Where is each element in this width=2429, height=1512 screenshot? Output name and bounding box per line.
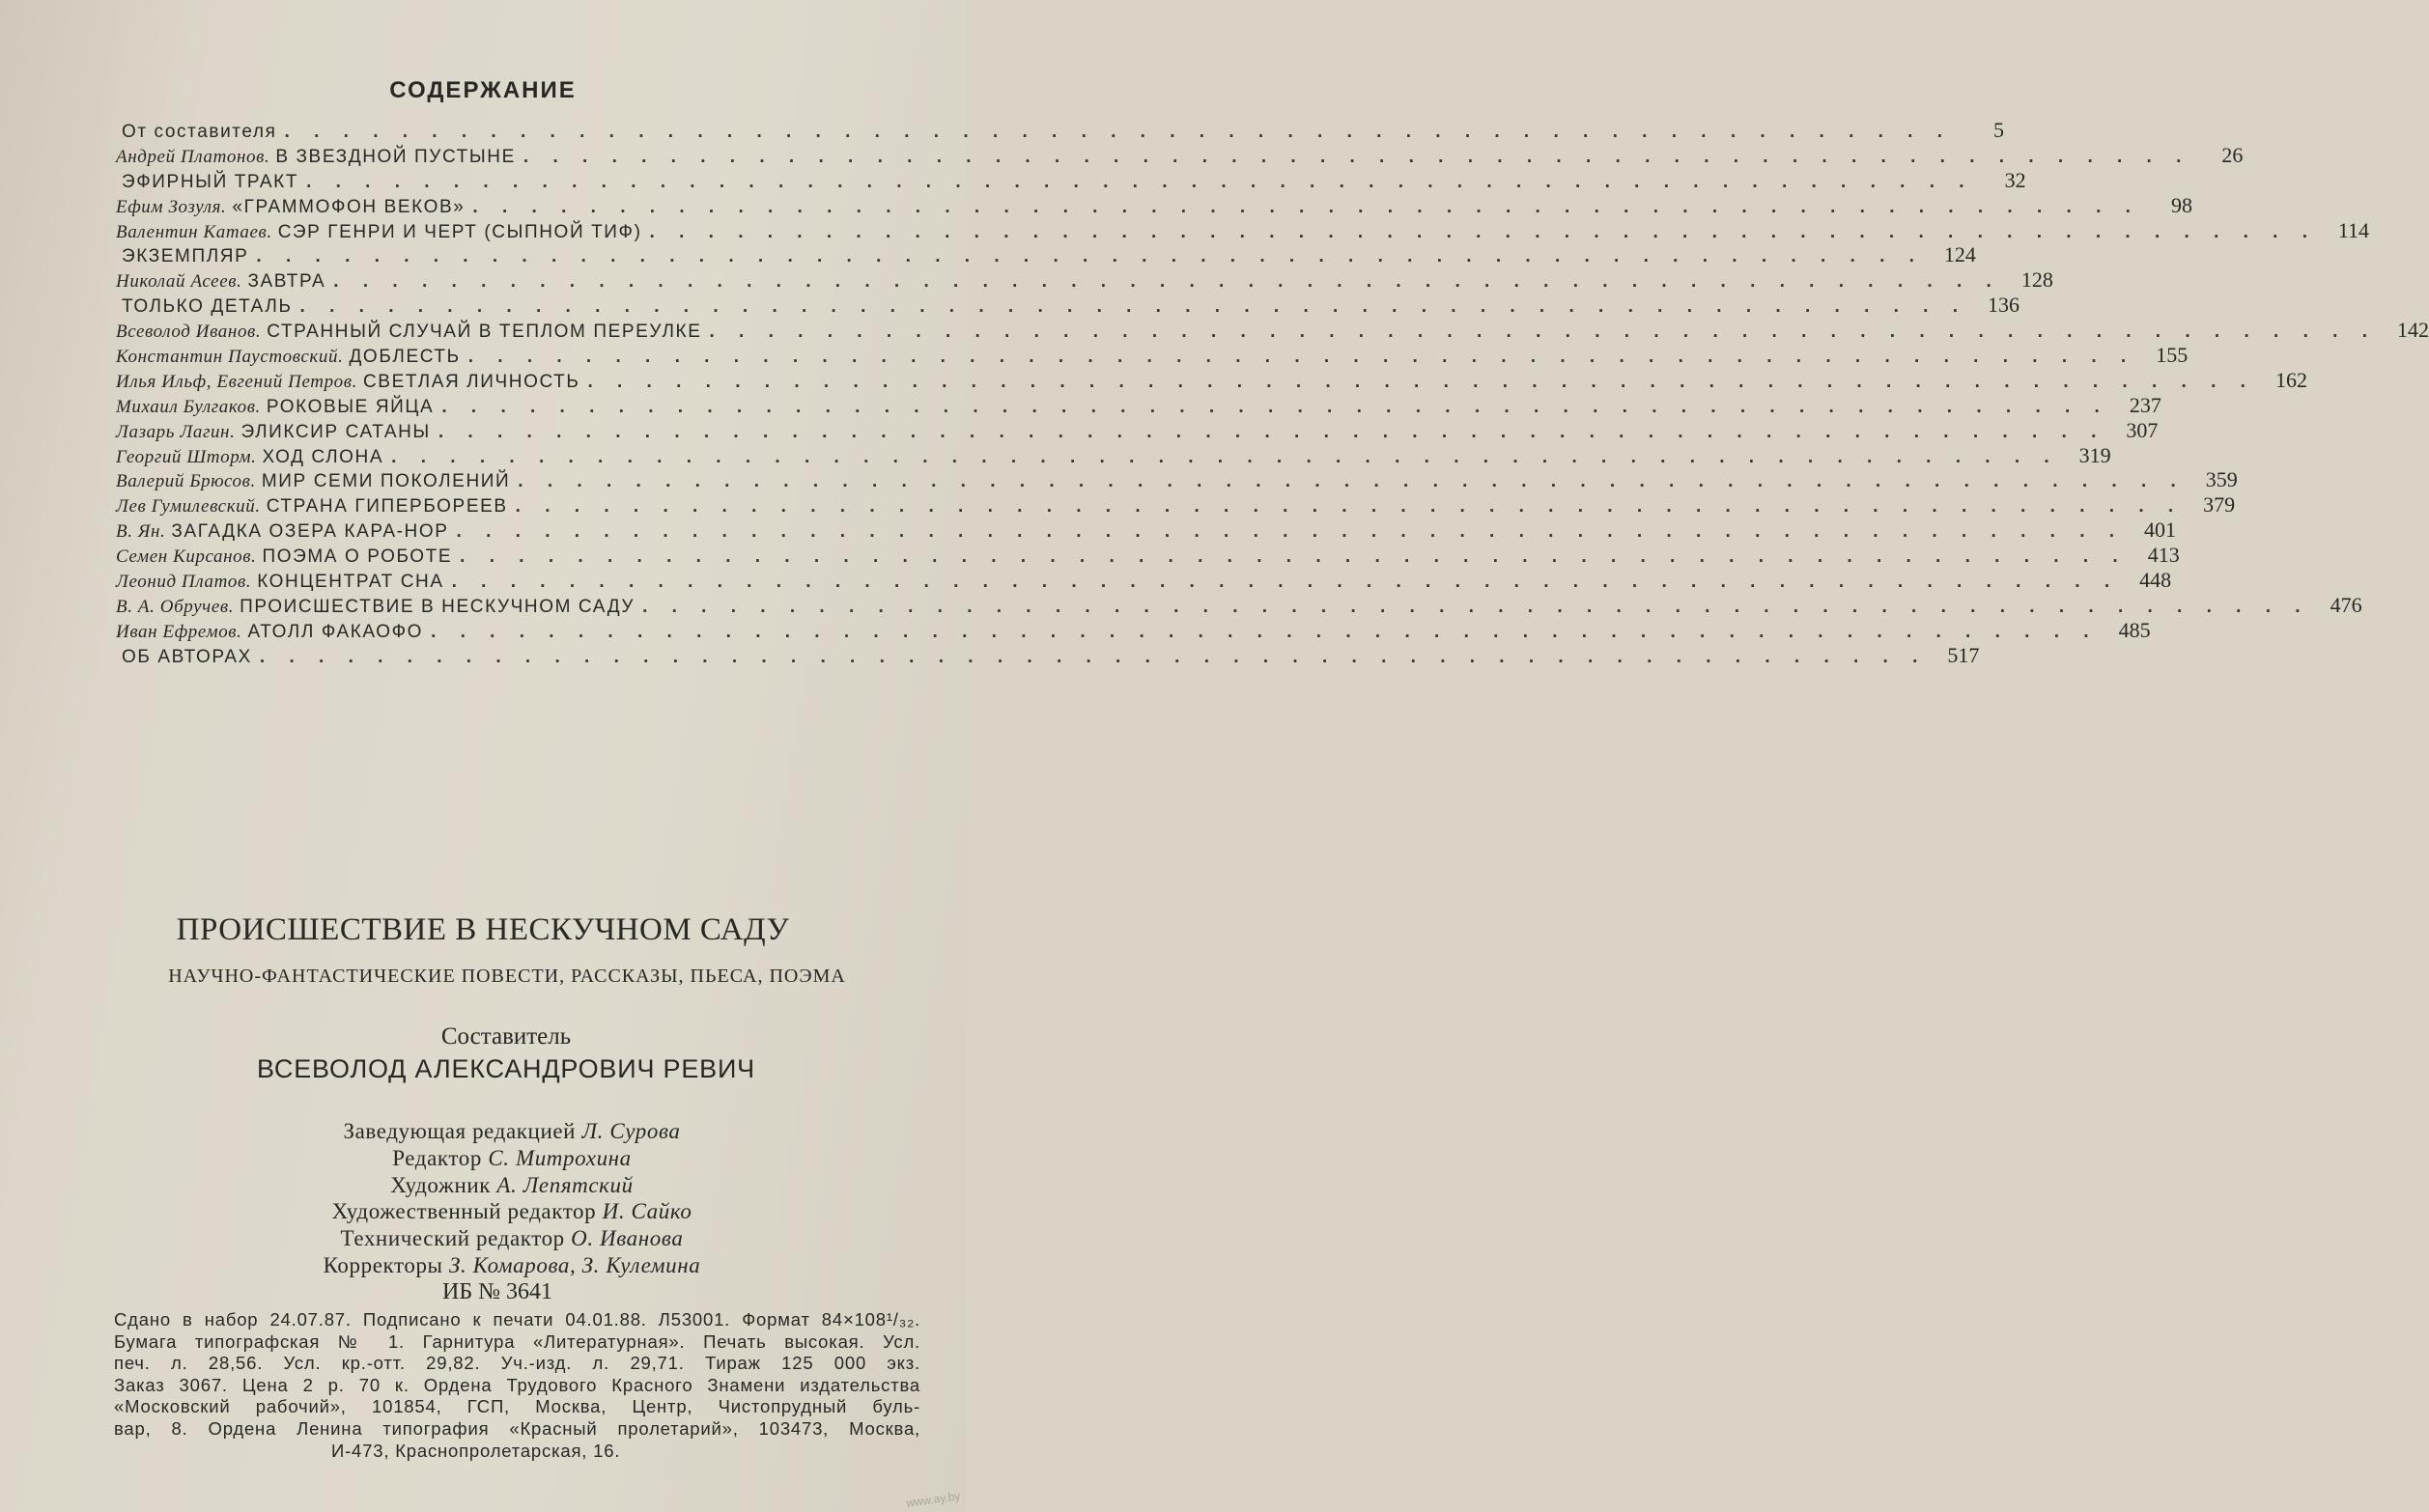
toc-work: ЭЛИКСИР САТАНЫ	[240, 421, 431, 442]
toc-work: СЭР ГЕНРИ И ЧЕРТ (СЫПНОЙ ТИФ)	[277, 221, 642, 242]
toc-leader-dots: . . . . . . . . . . . . . . . . . . . . . . . . . . . . . . . . . . . . . . . . . . . . . . . . . . . . . . . . .	[451, 572, 2120, 593]
toc-work: ЭФИРНЫЙ ТРАКТ	[122, 171, 299, 192]
toc-work: ПОЭМА О РОБОТЕ	[262, 546, 453, 568]
toc-leader-dots: . . . . . . . . . . . . . . . . . . . . . . . . . . . . . . . . . . . . . . . . . . . . . . . . . . . . . . . . .	[515, 496, 2184, 518]
ib-number: ИБ № 3641	[441, 1279, 552, 1304]
toc-page-number: 319	[2078, 442, 2111, 467]
toc-author: Илья Ильф, Евгений Петров.	[116, 371, 357, 392]
toc-leader-dots: . . . . . . . . . . . . . . . . . . . . . . . . . . . . . . . . . . . . . . . . . . . . . . . . . . . . . . . . .	[642, 596, 2310, 617]
toc-page-number: 517	[1947, 642, 1980, 667]
imprint-line: печ. л. 28,56. Усл. кр.-отт. 29,82. Уч.-изд. л. 29,71. Тираж 125 000 экз.	[114, 1353, 920, 1374]
toc-author: Михаил Булгаков.	[116, 396, 261, 417]
toc-work: ДОБЛЕСТЬ	[349, 347, 461, 368]
imprint-line: Сдано в набор 24.07.87. Подписано к печати 04.01.88. Л53001. Формат 84×108¹/₃₂.	[114, 1309, 920, 1330]
credit-line	[0, 1198, 1024, 1225]
toc-leader-dots: . . . . . . . . . . . . . . . . . . . . . . . . . . . . . . . . . . . . . . . . . . . . . . . . . . . . . . . . .	[518, 471, 2186, 492]
toc-author: Лев Гумилевский.	[116, 496, 261, 518]
toc-work: ХОД СЛОНА	[262, 446, 384, 467]
toc-row	[116, 417, 2159, 443]
toc-row	[116, 142, 2244, 168]
toc-leader-dots: . . . . . . . . . . . . . . . . . . . . . . . . . . . . . . . . . . . . . . . . . . . . . . . . . . . . . . . . .	[472, 196, 2140, 217]
credit-role: Редактор	[392, 1145, 482, 1170]
toc-row	[116, 217, 2370, 243]
toc-leader-dots: . . . . . . . . . . . . . . . . . . . . . . . . . . . . . . . . . . . . . . . . . . . . . . . . . . . . . . . . .	[456, 521, 2125, 543]
toc-author: Ефим Зозуля.	[116, 196, 227, 217]
toc-author: Константин Паустовский.	[116, 347, 344, 368]
credit-role: Корректоры	[323, 1252, 443, 1277]
toc-work: ЭКЗЕМПЛЯР	[122, 246, 249, 267]
imprint-line: «Московский рабочий», 101854, ГСП, Москва, Центр, Чистопрудный буль-	[114, 1396, 920, 1417]
imprint-line: вар, 8. Ордена Ленина типография «Красный пролетарий», 103473, Москва,	[114, 1417, 920, 1439]
toc-page-number: 136	[1988, 293, 2020, 318]
toc-work: СТРАННЫЙ СЛУЧАЙ В ТЕПЛОМ ПЕРЕУЛКЕ	[267, 322, 702, 343]
toc-work: «ГРАММОФОН ВЕКОВ»	[232, 196, 466, 217]
toc-author: Валентин Катаев.	[116, 221, 272, 242]
toc-work: МИР СЕМИ ПОКОЛЕНИЙ	[261, 471, 511, 492]
toc-author: Георгий Шторм.	[116, 446, 257, 467]
toc-author: Иван Ефремов.	[116, 621, 242, 642]
toc-page-number: 307	[2126, 417, 2159, 442]
toc-work: КОНЦЕНТРАТ СНА	[257, 572, 444, 593]
toc-page-number: 155	[2156, 343, 2189, 368]
compiler-label: Составитель	[440, 1023, 572, 1050]
credit-role: Художественный редактор	[331, 1199, 597, 1224]
toc-row	[116, 642, 1980, 668]
toc-leader-dots: . . . . . . . . . . . . . . . . . . . . . . . . . . . . . . . . . . . . . . . . . . . . . . . . . . . . . . . . .	[333, 271, 2001, 293]
toc-page-number: 5	[1993, 118, 2005, 142]
toc-row	[116, 543, 2180, 568]
credit-role: Заведующая редакцией	[343, 1119, 577, 1143]
toc-page-number: 32	[2004, 167, 2026, 192]
toc-page-number: 476	[2330, 592, 2362, 617]
toc-leader-dots: . . . . . . . . . . . . . . . . . . . . . . . . . . . . . . . . . . . . . . . . . . . . . . . . . . . . . . . . .	[587, 371, 2255, 392]
toc-work: ПРОИСШЕСТВИЕ В НЕСКУЧНОМ САДУ	[240, 596, 635, 617]
toc-work: ЗАГАДКА ОЗЕРА КАРА-НОР	[171, 521, 449, 543]
toc-page-number: 237	[2129, 392, 2161, 417]
toc-leader-dots: . . . . . . . . . . . . . . . . . . . . . . . . . . . . . . . . . . . . . . . . . . . . . . . . . . . . . . . . .	[441, 396, 2109, 417]
toc-page-number: 26	[2221, 142, 2244, 167]
toc-row	[116, 592, 2362, 618]
toc-work: ТОЛЬКО ДЕТАЛЬ	[122, 296, 293, 318]
toc-page-number: 413	[2147, 543, 2180, 568]
credit-name: Л. Сурова	[581, 1119, 681, 1143]
toc-author: В. Ян.	[116, 521, 166, 543]
toc-leader-dots: . . . . . . . . . . . . . . . . . . . . . . . . . . . . . . . . . . . . . . . . . . . . . . . . . . . . . . . . .	[460, 546, 2128, 568]
toc-title: СОДЕРЖАНИЕ	[389, 77, 577, 103]
toc-author: Семен Кирсанов.	[116, 546, 257, 568]
toc-leader-dots: . . . . . . . . . . . . . . . . . . . . . . . . . . . . . . . . . . . . . . . . . . . . . . . . . . . . . . . . .	[306, 171, 1974, 192]
toc-page-number: 379	[2203, 492, 2236, 518]
toc-page-number: 162	[2274, 367, 2307, 392]
credit-line	[0, 1145, 1024, 1172]
imprint-line: Бумага типографская № 1. Гарнитура «Литературная». Печать высокая. Усл.	[114, 1330, 920, 1352]
toc-author: Лазарь Лагин.	[116, 421, 236, 442]
toc-row	[116, 442, 2111, 468]
toc-row	[116, 518, 2177, 543]
toc-page-number: 448	[2139, 568, 2172, 593]
toc-page-number: 98	[2170, 192, 2192, 217]
toc-leader-dots: . . . . . . . . . . . . . . . . . . . . . . . . . . . . . . . . . . . . . . . . . . . . . . . . . . . . . . . . .	[467, 347, 2136, 368]
toc-work: ОБ АВТОРАХ	[122, 646, 252, 667]
credit-name: С. Митрохина	[488, 1145, 632, 1170]
toc-work: РОКОВЫЕ ЯЙЦА	[266, 396, 435, 417]
toc-leader-dots: . . . . . . . . . . . . . . . . . . . . . . . . . . . . . . . . . . . . . . . . . . . . . . . . . . . . . . . . .	[523, 146, 2191, 167]
toc-row	[116, 192, 2192, 218]
toc-author: Валерий Брюсов.	[116, 471, 256, 492]
compiler-name: ВСЕВОЛОД АЛЕКСАНДРОВИЧ РЕВИЧ	[257, 1054, 755, 1083]
toc-leader-dots: . . . . . . . . . . . . . . . . . . . . . . . . . . . . . . . . . . . . . . . . . . . . . . . . . . . . . . . . .	[431, 621, 2099, 642]
toc-row	[116, 293, 2020, 318]
toc-author: В. А. Обручев.	[116, 596, 235, 617]
toc-row	[116, 392, 2161, 418]
toc-page-number: 128	[2020, 267, 2053, 293]
imprint-line: И-473, Краснопролетарская, 16.	[331, 1440, 621, 1461]
toc-author: Всеволод Иванов.	[116, 322, 262, 343]
toc-row	[116, 267, 2053, 293]
toc-row	[116, 467, 2238, 492]
credits-block	[0, 1118, 1024, 1279]
toc-page-number: 359	[2205, 467, 2238, 492]
toc-work: СТРАНА ГИПЕРБОРЕЕВ	[266, 496, 508, 518]
credit-role: Технический редактор	[340, 1226, 565, 1251]
toc-leader-dots: . . . . . . . . . . . . . . . . . . . . . . . . . . . . . . . . . . . . . . . . . . . . . . . . . . . . . . . . .	[259, 646, 1928, 667]
book-subtitle: НАУЧНО-ФАНТАСТИЧЕСКИЕ ПОВЕСТИ, РАССКАЗЫ, ПЬЕСА, ПОЭМА	[168, 966, 846, 987]
toc-row	[116, 568, 2172, 593]
toc-row	[116, 167, 2026, 193]
credit-name: И. Сайко	[602, 1199, 692, 1224]
toc-work: От составителя	[122, 122, 277, 142]
credit-name: О. Иванова	[571, 1226, 684, 1251]
toc-page-number: 114	[2337, 217, 2370, 242]
toc-row	[116, 617, 2151, 643]
toc-leader-dots: . . . . . . . . . . . . . . . . . . . . . . . . . . . . . . . . . . . . . . . . . . . . . . . . . . . . . . . . .	[438, 421, 2106, 442]
toc-work: СВЕТЛАЯ ЛИЧНОСТЬ	[362, 371, 580, 392]
credit-name: А. Лепятский	[496, 1172, 634, 1197]
toc-leader-dots: . . . . . . . . . . . . . . . . . . . . . . . . . . . . . . . . . . . . . . . . . . . . . . . . . . . . . . . . .	[391, 446, 2059, 467]
toc-leader-dots: . . . . . . . . . . . . . . . . . . . . . . . . . . . . . . . . . . . . . . . . . . . . . . . . . . . . . . . . .	[709, 322, 2377, 343]
toc-row	[116, 343, 2189, 368]
table-of-contents	[116, 118, 2429, 668]
toc-leader-dots: . . . . . . . . . . . . . . . . . . . . . . . . . . . . . . . . . . . . . . . . . . . . . . . . . . . . . . . . .	[649, 221, 2318, 242]
credit-line	[0, 1252, 1024, 1279]
toc-row	[116, 367, 2307, 393]
book-title: ПРОИСШЕСТВИЕ В НЕСКУЧНОМ САДУ	[176, 912, 790, 947]
toc-page-number: 401	[2144, 518, 2177, 543]
toc-page-number: 124	[1943, 242, 1976, 267]
credit-line	[0, 1118, 1024, 1145]
toc-row	[116, 118, 2005, 143]
credit-role: Художник	[390, 1172, 492, 1197]
credit-line	[0, 1172, 1024, 1199]
toc-row	[116, 492, 2236, 518]
toc-work: АТОЛЛ ФАКАОФО	[247, 621, 424, 642]
toc-page-number: 485	[2118, 617, 2151, 642]
watermark: www.ay.by	[904, 1489, 961, 1510]
toc-page-number: 142	[2397, 318, 2429, 343]
toc-leader-dots: . . . . . . . . . . . . . . . . . . . . . . . . . . . . . . . . . . . . . . . . . . . . . . . . . . . . . . . . .	[256, 246, 1924, 267]
imprint-block	[114, 1309, 920, 1462]
toc-leader-dots: . . . . . . . . . . . . . . . . . . . . . . . . . . . . . . . . . . . . . . . . . . . . . . . . . . . . . . . . .	[299, 296, 1968, 318]
imprint-line: Заказ 3067. Цена 2 р. 70 к. Ордена Трудового Красного Знамени издательства	[114, 1374, 920, 1395]
toc-leader-dots: . . . . . . . . . . . . . . . . . . . . . . . . . . . . . . . . . . . . . . . . . . . . . . . . . . . . . . . . .	[284, 122, 1953, 142]
toc-work: В ЗВЕЗДНОЙ ПУСТЫНЕ	[275, 146, 516, 167]
toc-author: Андрей Платонов.	[116, 146, 270, 167]
toc-author: Николай Асеев.	[116, 271, 242, 293]
toc-author: Леонид Платов.	[116, 572, 252, 593]
credit-name: З. Комарова, З. Кулемина	[448, 1252, 701, 1277]
toc-row	[116, 242, 1976, 267]
toc-row	[116, 318, 2429, 343]
credit-line	[0, 1225, 1024, 1252]
toc-work: ЗАВТРА	[247, 271, 326, 293]
